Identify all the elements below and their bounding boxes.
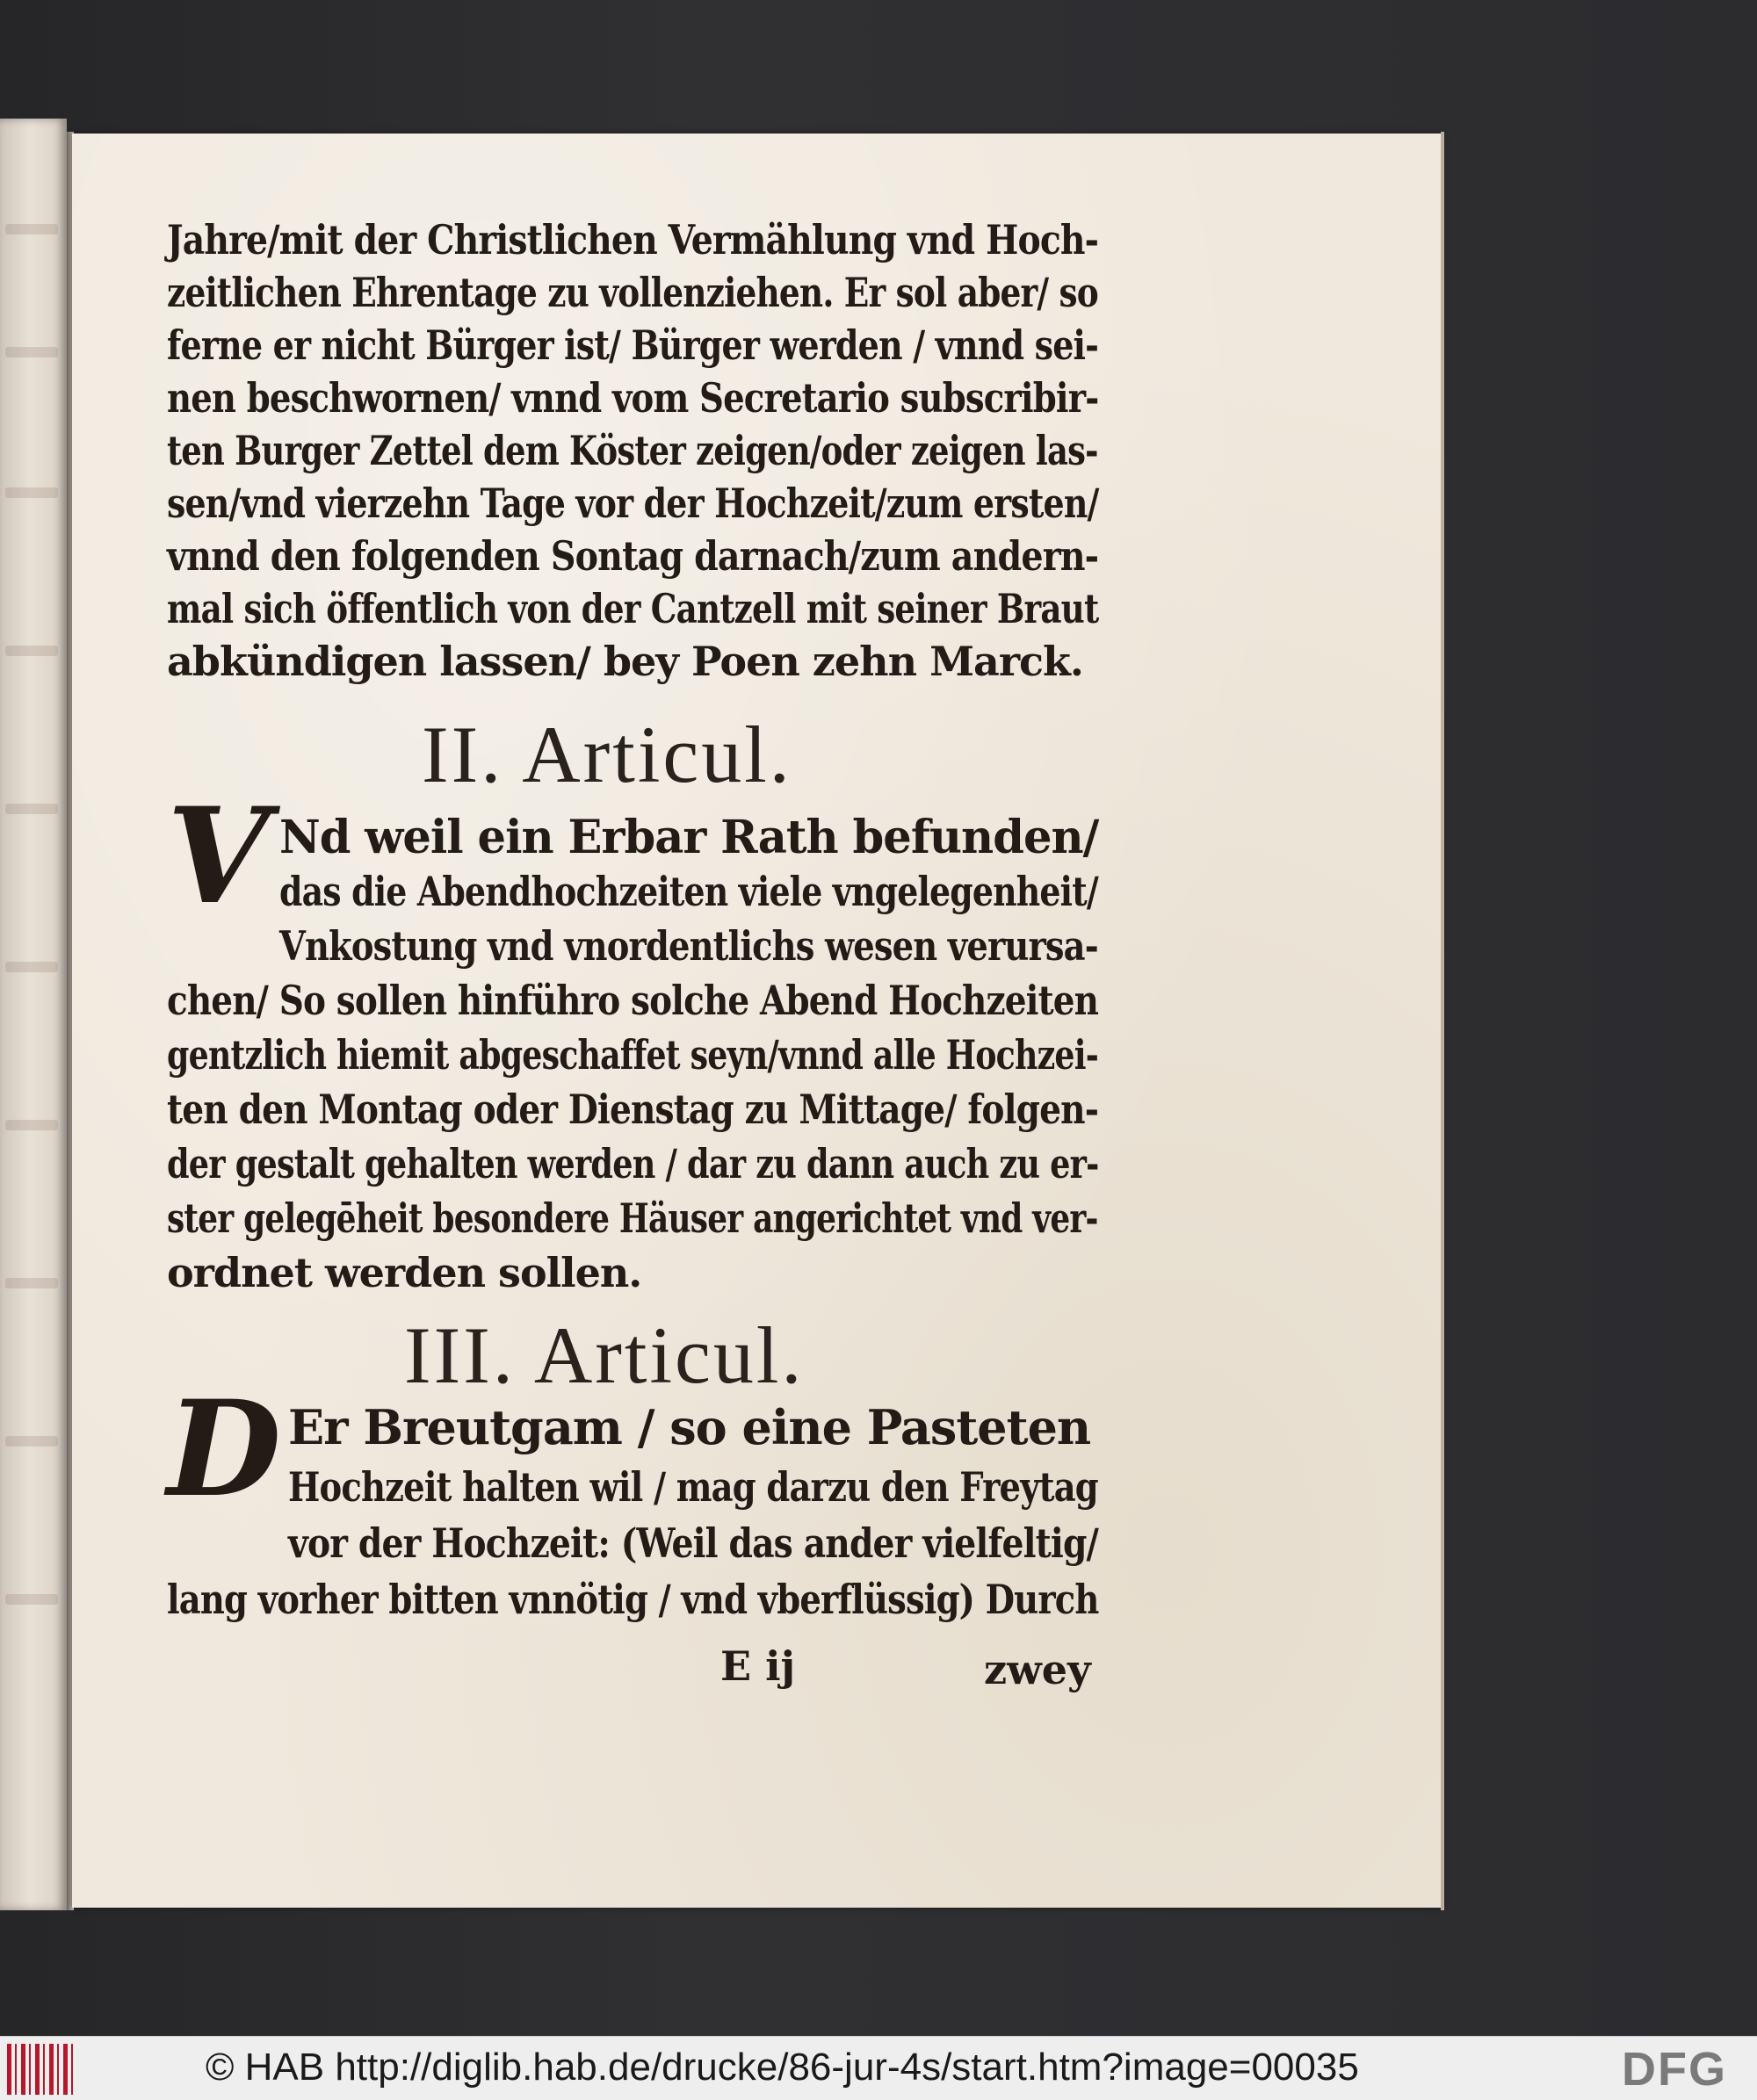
dfg-logo: DFG (1622, 2043, 1727, 2096)
decorated-initial: D (167, 1372, 282, 1526)
copyright-link[interactable]: © HAB http://diglib.hab.de/drucke/86-jur-4s/start.htm?image=00035 (206, 2046, 1359, 2089)
text-line: ferne er nicht Bürger ist/ Bürger werden / vnnd sei- (167, 321, 1099, 369)
decorated-initial: V (167, 779, 270, 934)
text-line: zeitlichen Ehrentage zu vollenziehen. Er sol aber/ so (167, 269, 1098, 316)
text-line: Er Breutgam / so eine Pasteten (288, 1399, 1091, 1455)
text-line: das die Abendhochzeiten viele vngelegenheit/ (279, 868, 1098, 915)
page-edge (1441, 132, 1444, 1910)
barcode-logo (7, 2044, 74, 2095)
text-line: sen/vnd vierzehn Tage vor der Hochzeit/zum ersten/ (167, 480, 1099, 527)
text-line: Vnkostung vnd vnordentlichs wesen verursa- (279, 922, 1098, 970)
text-line: ten Burger Zettel dem Köster zeigen/oder zeigen las- (167, 427, 1098, 474)
footer-bar (0, 2036, 1757, 2100)
text-line: gentzlich hiemit abgeschaffet seyn/vnnd alle Hochzei- (167, 1031, 1098, 1079)
previous-page-edge (0, 119, 67, 1910)
article-heading: II. Articul. (422, 710, 792, 799)
signature-mark: E ij (720, 1642, 796, 1690)
text-line: vor der Hochzeit: (Weil das ander vielfeltig/ (288, 1519, 1099, 1567)
text-line: mal sich öffentlich von der Cantzell mit seiner Braut (167, 585, 1099, 632)
text-line: Nd weil ein Erbar Rath befunden/ (279, 811, 1099, 864)
text-line: ten den Montag oder Dienstag zu Mittage/ folgen- (167, 1086, 1099, 1133)
text-line: Jahre/mit der Christlichen Vermählung vnd Hoch- (167, 216, 1099, 263)
text-line: vnnd den folgenden Sontag darnach/zum andern- (167, 532, 1099, 580)
article-heading: III. Articul. (404, 1310, 805, 1400)
text-line: ordnet werden sollen. (167, 1249, 642, 1296)
text-line: chen/ So sollen hinführo solche Abend Hochzeiten (167, 977, 1099, 1024)
text-line: ster gelegēheit besondere Häuser angerichtet vnd ver- (167, 1194, 1098, 1242)
catchword: zwey (984, 1646, 1091, 1693)
text-line: Hochzeit halten wil / mag darzu den Freytag (288, 1463, 1098, 1511)
text-line: der gestalt gehalten werden / dar zu dann auch zu er- (167, 1140, 1099, 1187)
text-line: abkündigen lassen/ bey Poen zehn Marck. (167, 638, 1083, 685)
text-line: nen beschwornen/ vnnd vom Secretario subscribir- (167, 374, 1099, 422)
text-line: lang vorher bitten vnnötig / vnd vberflüssig) Durch (167, 1576, 1099, 1623)
